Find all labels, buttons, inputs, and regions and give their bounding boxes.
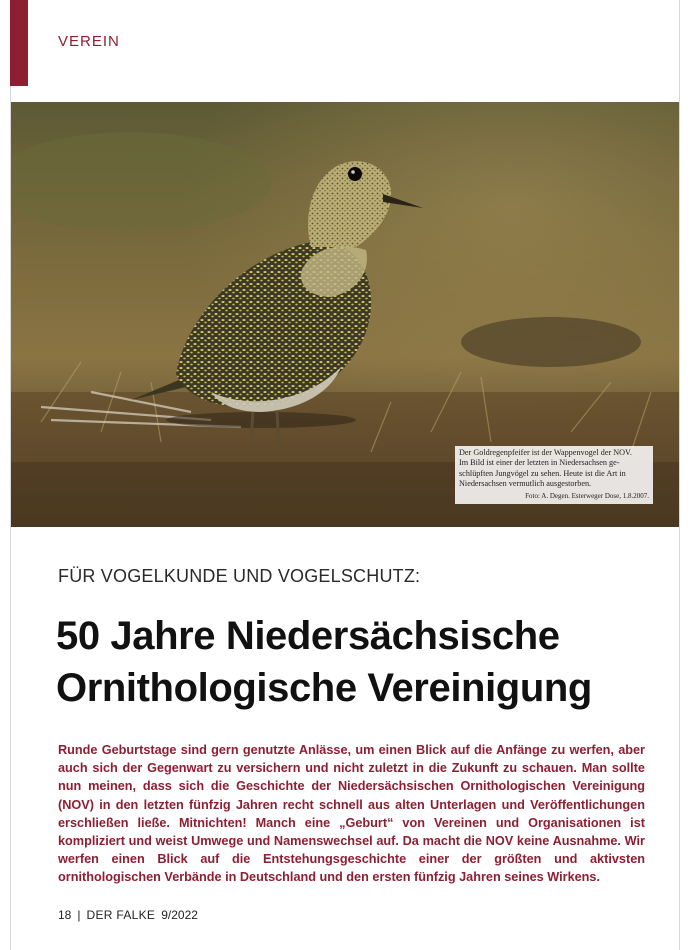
- headline-line-1: 50 Jahre Niedersächsische: [56, 614, 560, 658]
- caption-line: Im Bild ist einer der letzten in Niedersachsen ge-: [459, 458, 620, 468]
- page-number: 18: [58, 908, 72, 922]
- caption-line: Niedersachsen vermutlich ausgestorben.: [459, 479, 592, 489]
- article-kicker: FÜR VOGELKUNDE UND VOGELSCHUTZ:: [58, 566, 421, 586]
- section-label: VEREIN: [58, 33, 120, 50]
- caption-line: Der Goldregenpfeifer ist der Wappenvogel der NOV.: [459, 448, 632, 457]
- page-footer: [58, 908, 198, 922]
- section-accent-bar: [10, 0, 28, 86]
- issue-number: 9/2022: [161, 908, 198, 922]
- headline-line-2: Ornithologische Vereinigung: [56, 666, 592, 710]
- article-headline: [56, 610, 676, 714]
- caption-line: schlüpften Jungvögel zu sehen. Heute ist die Art in: [459, 468, 626, 478]
- photo-caption: [455, 446, 653, 504]
- footer-separator: |: [77, 908, 81, 922]
- magazine-name: DER FALKE: [86, 908, 156, 922]
- photo-credit: Foto: A. Degen. Esterweger Dose, 1.8.2007.: [525, 491, 649, 500]
- article-lead: Runde Geburtstage sind gern genutzte Anlässe, um einen Blick auf die Anfänge zu werfen, aber auch sich der Gegenwart zu versichern und nicht zuletzt in die Zukunft zu schauen. Man sollte nun meinen, dass sich die Geschichte der Niedersächsischen Ornithologischen Vereinigung (NOV) in den letzten fünfzig Jahren recht schnell aus alten Unterlagen und Veröffentlichungen erschließen ließe. Mitnichten! Manch eine „Geburt“ von Vereinen und Organisationen ist kompliziert und weist Umwege und Namenswechsel auf. Da macht die NOV keine Ausnahme. Wir werfen einen Blick auf die Entstehungsgeschichte einer der größten und aktivsten ornithologischen Verbände in Deutschland und den ersten fünfzig Jahren seines Wirkens.: [58, 743, 645, 885]
